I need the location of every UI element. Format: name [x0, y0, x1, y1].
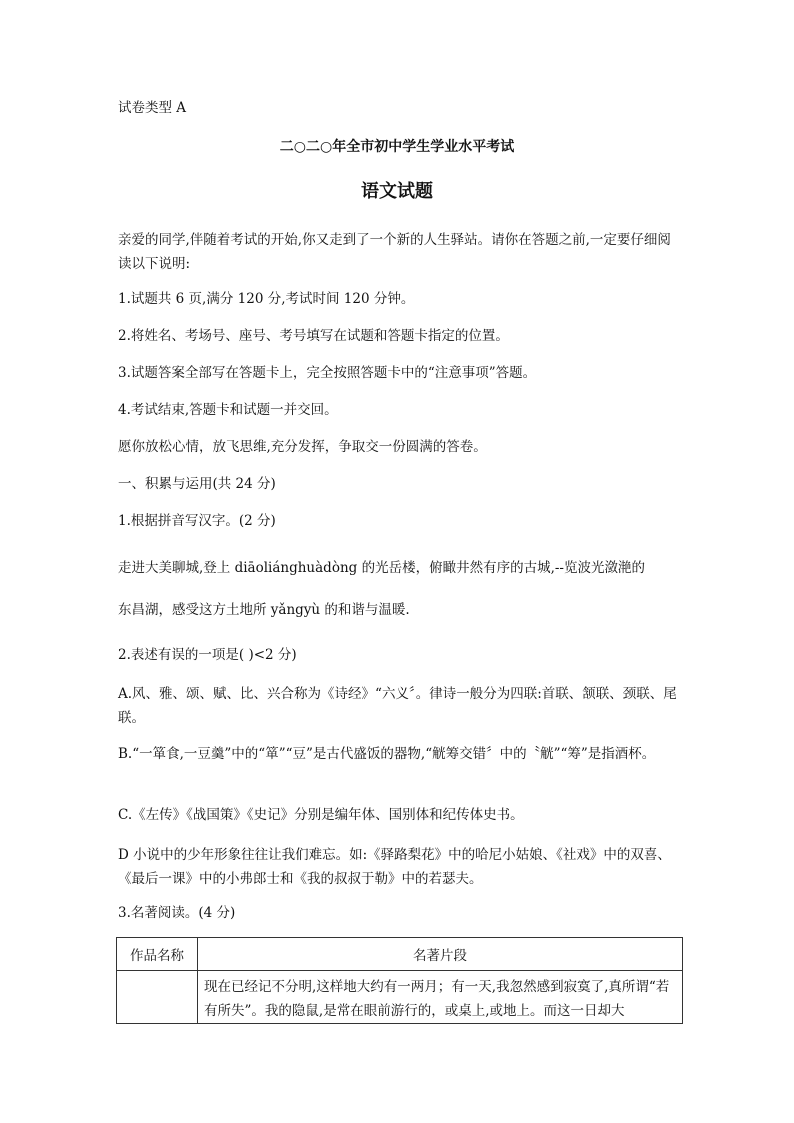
- question-2-option-a: A.风、雅、颂、赋、比、兴合称为《诗经》“六义〞。律诗一般分为四联:首联、颔联、颈联、尾联。: [118, 686, 677, 726]
- exam-title: 二○二○年全市初中学生学业水平考试: [279, 139, 515, 155]
- question-3-prompt: 3.名著阅读。(4 分): [118, 905, 236, 921]
- works-table: [116, 937, 683, 1024]
- column-header-excerpt: 名著片段: [198, 938, 683, 971]
- question-2-prompt: 2.表述有误的一项是( )<2 分): [118, 647, 297, 663]
- intro-greeting: 亲爱的同学,伴随着考试的开始,你又走到了一个新的人生驿站。请你在答题之前,一定要仔细阅读以下说明:: [118, 232, 671, 272]
- excerpt-text: 现在已经记不分明,这样地大约有一两月；有一天,我忽然感到寂寞了,真所谓“若有所失”。我的隐鼠,是常在眼前游行的，或桌上,或地上。而这一日却大: [204, 979, 670, 1019]
- paper-type-label: 试卷类型 A: [118, 100, 187, 116]
- question-2-option-b: B.“一箪食,一豆羹”中的“箪”“豆”是古代盛饭的器物,“觥筹交错〞中的〝觥”“筹”是指酒杯。: [118, 746, 656, 762]
- instruction-4: 4.考试结束,答题卡和试题一并交回。: [118, 402, 338, 418]
- instruction-3: 3.试题答案全部写在答题卡上，完全按照答题卡中的“注意事项”答题。: [118, 365, 537, 381]
- instruction-1: 1.试题共 6 页,满分 120 分,考试时间 120 分钟。: [118, 291, 415, 307]
- question-1-line-2: 东昌湖，感受这方土地所 yǎngyù 的和谐与温暖.: [118, 602, 410, 618]
- question-1-prompt: 1.根据拼音写汉字。(2 分): [118, 513, 276, 529]
- work-title-answer: [117, 971, 197, 1023]
- question-2-option-d: D 小说中的少年形象往往让我们难忘。如:《驿路梨花》中的哈尼小姑娘、《社戏》中的双喜、《最后一课》中的小弗郎士和《我的叔叔于勒》中的若瑟夫。: [118, 847, 671, 887]
- question-1-line-1: 走进大美聊城,登上 diāoliánghuàdòng 的光岳楼，俯瞰井然有序的古城,--览波光潋滟的: [118, 560, 645, 576]
- column-header-work-title: 作品名称: [117, 938, 198, 971]
- work-title-cell[interactable]: [117, 971, 198, 1024]
- subject-title: 语文试题: [361, 181, 433, 202]
- table-header-row: [117, 938, 683, 971]
- excerpt-cell: [198, 971, 683, 1024]
- section-heading: 一、积累与运用(共 24 分): [118, 476, 276, 492]
- instruction-2: 2.将姓名、考场号、座号、考号填写在试题和答题卡指定的位置。: [118, 328, 509, 344]
- intro-wish: 愿你放松心情，放飞思维,充分发挥，争取交一份圆满的答卷。: [118, 439, 487, 455]
- table-row: [117, 971, 683, 1024]
- question-2-option-c: C.《左传》《战国策》《史记》分别是编年体、国别体和纪传体史书。: [118, 807, 524, 823]
